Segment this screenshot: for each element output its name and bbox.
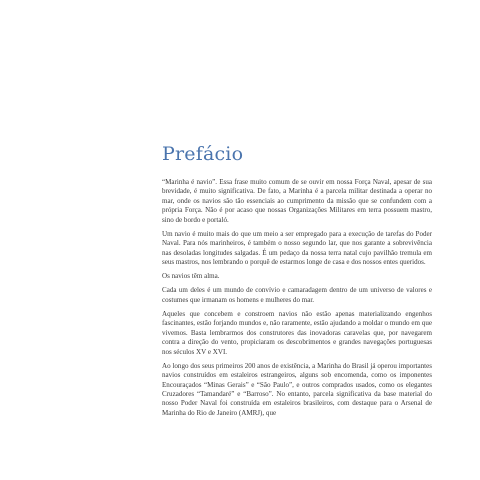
paragraph-2: Um navio é muito mais do que um meio a ser empregado para a execução de tarefas do Poder Naval. Para nós marinheiros, é também o nosso segundo lar, que nos garante a sobrevivência nas desoladas longitudes salgadas. É um pedaço da nossa terra natal cujo pavilhão tremula em seus mastros, nos lembrando o porquê de estarmos longe de casa e dos nossos entes queridos. [162, 229, 432, 267]
paragraph-6: Ao longo dos seus primeiros 200 anos de existência, a Marinha do Brasil já operou importantes navios construídos em estaleiros estrangeiros, alguns sob encomenda, como os imponentes Encouraçados “Minas Gerais” e “São Paulo”, e outros comprados usados, como os elegantes Cruzadores “Tamandaré” e “Barroso”. No entanto, parcela significativa da base material do nosso Poder Naval foi construída em estaleiros brasileiros, com destaque para o Arsenal de Marinha do Rio de Janeiro (AMRJ), que [162, 361, 432, 417]
body-text [162, 178, 432, 423]
paragraph-4: Cada um deles é um mundo de convívio e camaradagem dentro de um universo de valores e costumes que irmanam os homens e mulheres do mar. [162, 286, 432, 304]
paragraph-1: “Marinha é navio”. Essa frase muito comum de se ouvir em nossa Força Naval, apesar de sua brevidade, é muito significativa. De fato, a Marinha é a parcela militar destinada a operar no mar, onde os navios são tão essenciais ao cumprimento da missão que se confundem com a própria Força. Não é por acaso que nossas Organizações Militares em terra possuem mastro, sino de bordo e portaló. [162, 178, 432, 224]
paragraph-5: Aqueles que concebem e constroem navios não estão apenas materializando engenhos fascinantes, estão forjando mundos e, não raramente, estão ajudando a moldar o mundo em que vivemos. Basta lembrarmos dos construtores das inovadoras caravelas que, por navegarem contra a direção do vento, propiciaram os descobrimentos e grandes navegações portuguesas nos séculos XV e XVI. [162, 309, 432, 356]
paragraph-3: Os navios têm alma. [162, 272, 220, 281]
page-title: Prefácio [162, 143, 244, 165]
